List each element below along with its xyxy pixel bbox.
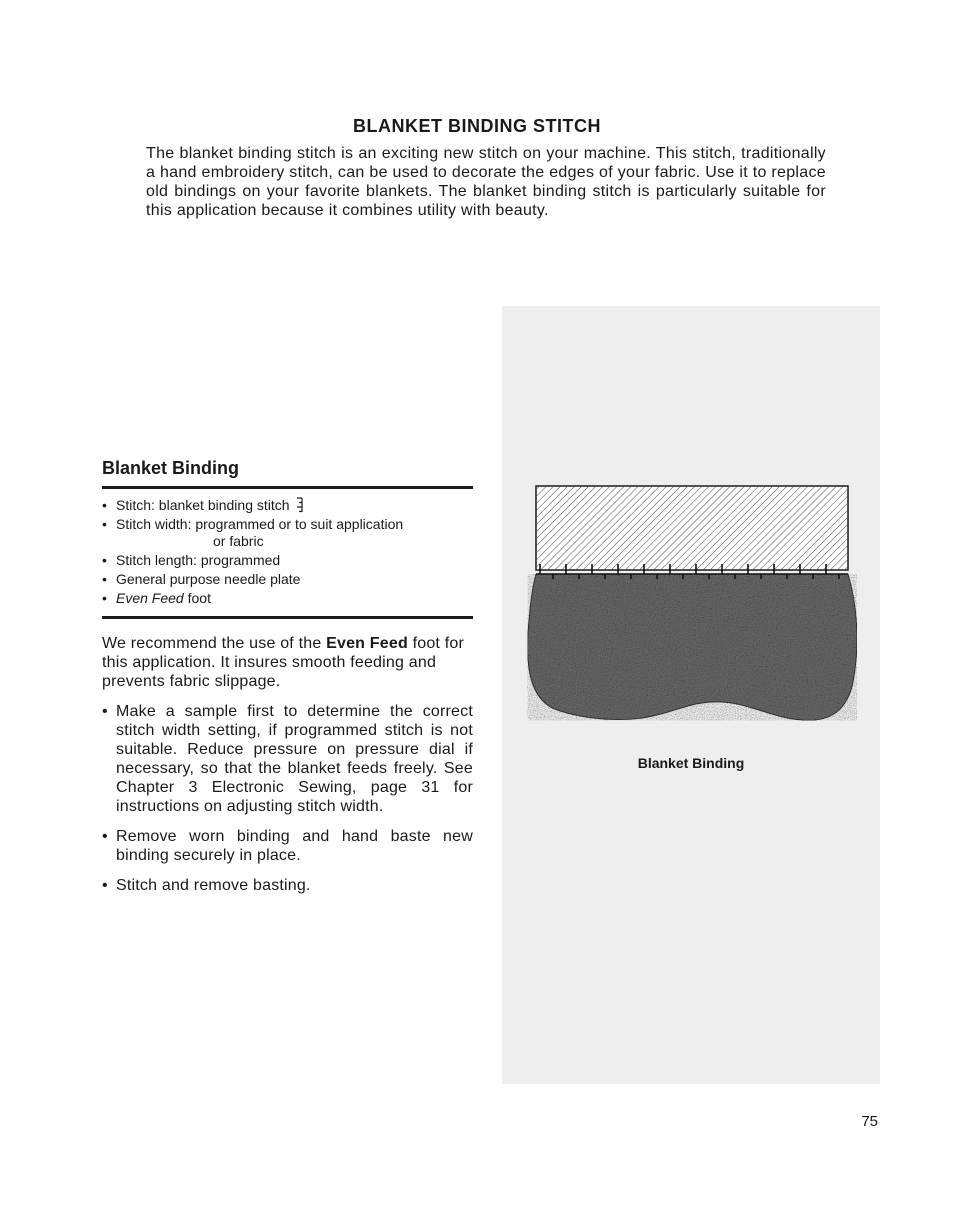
settings-list [102,497,474,609]
setting-width-value: programmed or to suit application [195,516,404,532]
intro-paragraph: The blanket binding stitch is an exciting new stitch on your machine. This stitch, traditionally a hand embroidery stitch, can be used to decorate the edges of your fabric. Use it to replace old bindings on your favorite blankets. The blanket binding stitch is particularly suitable for this application because it combines utility with beauty. [146,145,826,219]
setting-foot-name: Even Feed [116,590,184,606]
setting-width-value-cont: or fabric [213,533,264,549]
figure-panel [502,306,880,1084]
page-number: 75 [861,1113,878,1130]
setting-stitch-value: blanket binding stitch [158,497,290,513]
recommend-suffix: foot for this application. It insures smooth feeding and prevents fabric slippage. [102,635,464,690]
step-item: • Make a sample first to determine the correct stitch width setting, if programmed stitch is not suitable. Reduce pressure on pressure dial if necessary, so that the blanket feeds freely. See Chapter 3 Electronic Sewing, page 31 for instructions on adjusting stitch width. [102,702,473,816]
recommend-bold: Even Feed [326,635,408,652]
blanket-fabric [528,574,857,720]
setting-needle-plate-value: General purpose needle plate [116,571,301,587]
recommend-prefix: We recommend the use of the [102,635,327,652]
step-item: • Remove worn binding and hand baste new binding securely in place. [102,827,473,865]
setting-needle-plate [102,571,474,588]
section-title: Blanket Binding [102,458,240,478]
figure-caption: Blanket Binding [637,755,745,771]
step-item: • Stitch and remove basting. [102,876,473,895]
recommend-paragraph [102,634,473,691]
steps-list [102,702,473,906]
setting-length-label: Stitch length: [116,552,197,568]
setting-width-label: Stitch width: [116,516,192,532]
setting-length-value: programmed [200,552,281,568]
setting-length [102,552,474,569]
page-title: BLANKET BINDING STITCH [353,116,601,136]
setting-foot [102,590,474,607]
blanket-binding-illustration [522,482,862,732]
blanket-stitch-icon [296,497,304,513]
setting-stitch [102,497,474,514]
setting-foot-suffix: foot [183,590,211,606]
setting-stitch-label: Stitch: [116,497,155,513]
settings-bottom-rule [102,616,473,619]
settings-top-rule [102,486,473,489]
binding-strip [536,486,848,570]
setting-width [102,516,474,550]
